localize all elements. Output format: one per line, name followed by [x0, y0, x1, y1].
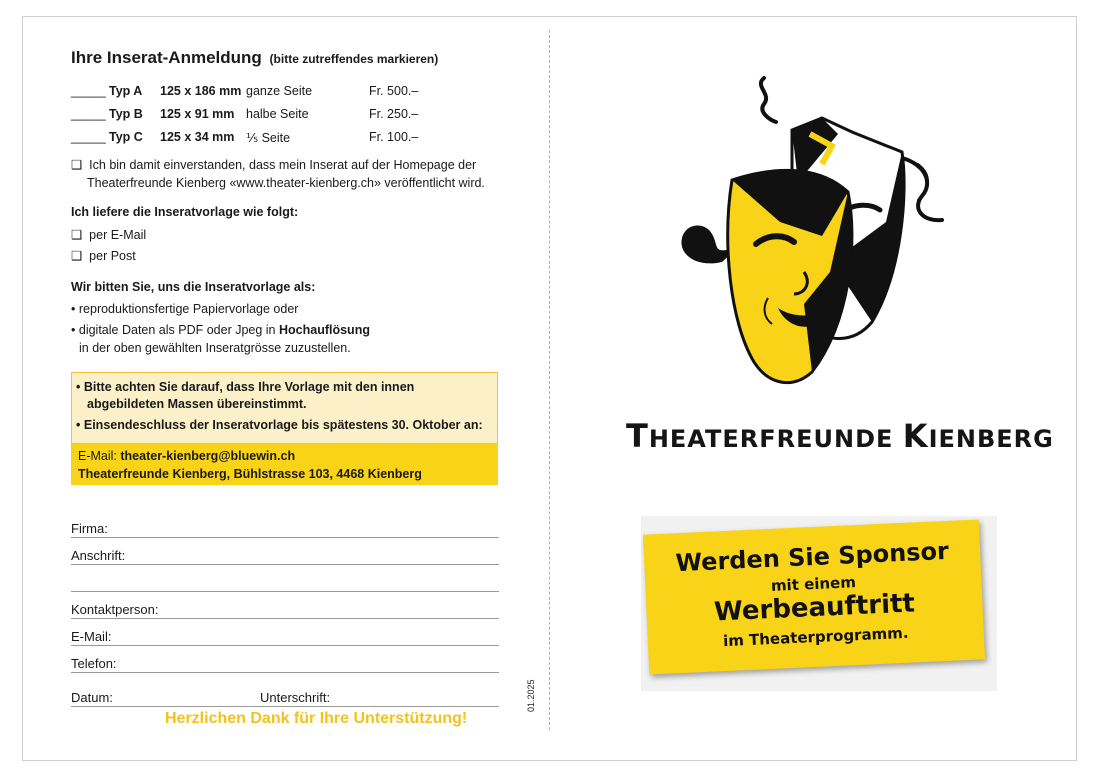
- fold-line: [549, 30, 550, 730]
- blank-mark[interactable]: _____: [71, 130, 106, 144]
- sponsor-banner: [643, 519, 985, 674]
- contact-email-link[interactable]: theater-kienberg@bluewin.ch: [120, 449, 296, 463]
- delivery-option-post[interactable]: ❑ per Post: [71, 249, 136, 263]
- banner-footer: im Theaterprogramm.: [722, 623, 909, 651]
- brand-title: THEATERFREUNDE KIENBERG: [626, 417, 1054, 455]
- kontaktperson-field[interactable]: Kontaktperson:: [71, 592, 499, 619]
- banner-highlight: Werbeauftritt: [713, 588, 916, 628]
- contact-fields: [71, 511, 499, 673]
- ad-type-a-row[interactable]: _____ Typ A 125 x 186 mm ganze Seite Fr. 500.–: [71, 84, 419, 98]
- homepage-consent: ❑ Ich bin damit einverstanden, dass mein Inserat auf der Homepage der Theaterfreunde Kienberg «www.theater-kienberg.ch» veröffentlicht wird.: [71, 158, 485, 190]
- post-checkbox[interactable]: ❑: [71, 249, 83, 263]
- theater-mask-logo: [672, 72, 954, 392]
- date-signature-row: [71, 690, 499, 707]
- email-checkbox[interactable]: ❑: [71, 228, 83, 242]
- anschrift-field[interactable]: Anschrift:: [71, 538, 499, 565]
- request-item-paper: • reproduktionsfertige Papiervorlage oder: [71, 302, 299, 316]
- request-heading: Wir bitten Sie, uns die Inseratvorlage als:: [71, 280, 316, 294]
- notice-box: [71, 372, 498, 485]
- request-item-digital-cont: in der oben gewählten Inseratgrösse zuzustellen.: [79, 341, 351, 355]
- email-field[interactable]: E-Mail:: [71, 619, 499, 646]
- banner-subline: mit einem: [770, 573, 857, 595]
- delivery-option-email[interactable]: ❑ per E-Mail: [71, 228, 147, 242]
- signature-field[interactable]: Unterschrift:: [260, 690, 331, 705]
- contact-address: Theaterfreunde Kienberg, Bühlstrasse 103, 4468 Kienberg: [78, 467, 422, 481]
- blank-mark[interactable]: _____: [71, 107, 106, 121]
- notice-instructions: • Bitte achten Sie darauf, dass Ihre Vorlage mit den innen abgebildeten Massen übereinstimmt. • Einsendeschluss der Inseratvorlage bis spätestens 30. Oktober an:: [71, 372, 498, 444]
- blank-mark[interactable]: _____: [71, 84, 106, 98]
- consent-checkbox[interactable]: ❑: [71, 158, 83, 172]
- edition-code: 01.2025: [526, 679, 536, 712]
- delivery-heading: Ich liefere die Inseratvorlage wie folgt:: [71, 205, 299, 219]
- ad-type-list: [71, 84, 491, 153]
- ad-type-b-row[interactable]: _____ Typ B 125 x 91 mm halbe Seite Fr. 250.–: [71, 107, 419, 121]
- form-title-note: (bitte zutreffendes markieren): [269, 52, 439, 66]
- ad-type-c-row[interactable]: _____ Typ C 125 x 34 mm ⅕ Seite Fr. 100.–: [71, 130, 419, 145]
- thanks-message: Herzlichen Dank für Ihre Unterstützung!: [165, 710, 468, 727]
- anschrift-field-line2[interactable]: [71, 565, 499, 592]
- datum-field[interactable]: Datum:: [71, 690, 113, 705]
- telefon-field[interactable]: Telefon:: [71, 646, 499, 673]
- notice-contact: E-Mail: theater-kienberg@bluewin.ch Theaterfreunde Kienberg, Bühlstrasse 103, 4468 Kienberg: [71, 444, 498, 485]
- firma-field[interactable]: Firma:: [71, 511, 499, 538]
- request-item-digital: • digitale Daten als PDF oder Jpeg in Hochauflösung: [71, 323, 370, 337]
- banner-headline: Werden Sie Sponsor: [674, 536, 950, 578]
- form-title: Ihre Inserat-Anmeldung (bitte zutreffendes markieren): [71, 48, 439, 67]
